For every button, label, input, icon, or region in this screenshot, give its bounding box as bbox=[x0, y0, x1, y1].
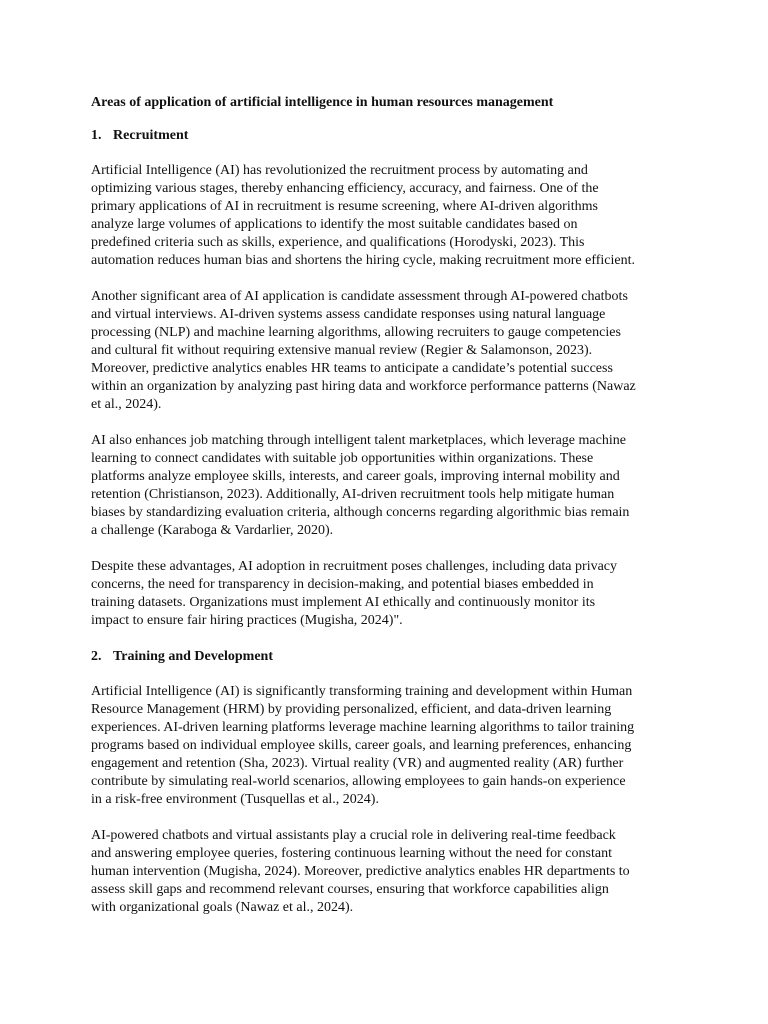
paragraph-line: assess skill gaps and recommend relevant courses, ensuring that workforce capabilities align bbox=[91, 882, 609, 897]
paragraph-line: within an organization by analyzing past hiring data and workforce performance patterns (Nawaz bbox=[91, 379, 636, 394]
paragraph-line: AI-powered chatbots and virtual assistants play a crucial role in delivering real-time feedback bbox=[91, 828, 616, 843]
paragraph bbox=[91, 683, 691, 809]
paragraph-line: platforms analyze employee skills, interests, and career goals, improving internal mobility and bbox=[91, 469, 620, 484]
paragraph-line: Moreover, predictive analytics enables HR teams to anticipate a candidate’s potential success bbox=[91, 361, 613, 376]
paragraph-line: programs based on individual employee skills, career goals, and learning preferences, enhancing bbox=[91, 738, 632, 753]
paragraph-line: optimizing various stages, thereby enhancing efficiency, accuracy, and fairness. One of the bbox=[91, 181, 599, 196]
section-number: 2. bbox=[91, 649, 102, 664]
paragraph bbox=[91, 162, 691, 270]
paragraph-line: training datasets. Organizations must implement AI ethically and continuously monitor its bbox=[91, 595, 596, 610]
paragraph-line: engagement and retention (Sha, 2023). Virtual reality (VR) and augmented reality (AR) further bbox=[91, 756, 624, 771]
paragraph-line: analyze large volumes of applications to identify the most suitable candidates based on bbox=[91, 217, 578, 232]
section-number: 1. bbox=[91, 128, 102, 143]
paragraph-line: impact to ensure fair hiring practices (Mugisha, 2024)". bbox=[91, 613, 403, 628]
paragraph bbox=[91, 432, 691, 540]
section-heading bbox=[91, 127, 691, 144]
paragraph-line: with organizational goals (Nawaz et al., 2024). bbox=[91, 900, 354, 915]
document-body bbox=[91, 127, 691, 917]
paragraph-line: retention (Christianson, 2023). Additionally, AI-driven recruitment tools help mitigate human bbox=[91, 487, 615, 502]
paragraph-line: in a risk-free environment (Tusquellas et al., 2024). bbox=[91, 792, 379, 807]
paragraph-line: et al., 2024). bbox=[91, 397, 162, 412]
paragraph-line: Another significant area of AI application is candidate assessment through AI-powered chatbots bbox=[91, 289, 628, 304]
paragraph-line: primary applications of AI in recruitment is resume screening, where AI-driven algorithms bbox=[91, 199, 598, 214]
paragraph-line: and virtual interviews. AI-driven systems assess candidate responses using natural language bbox=[91, 307, 606, 322]
paragraph-line: learning to connect candidates with suitable job opportunities within organizations. These bbox=[91, 451, 594, 466]
paragraph bbox=[91, 827, 691, 917]
paragraph-line: Despite these advantages, AI adoption in recruitment poses challenges, including data privacy bbox=[91, 559, 618, 574]
paragraph-line: predefined criteria such as skills, experience, and qualifications (Horodyski, 2023). This bbox=[91, 235, 585, 250]
paragraph-line: Resource Management (HRM) by providing personalized, efficient, and data-driven learning bbox=[91, 702, 612, 717]
paragraph-line: contribute by simulating real-world scenarios, allowing employees to gain hands-on experience bbox=[91, 774, 626, 789]
paragraph bbox=[91, 558, 691, 630]
paragraph-line: processing (NLP) and machine learning algorithms, allowing recruiters to gauge competencies bbox=[91, 325, 621, 340]
section-heading bbox=[91, 648, 691, 665]
paragraph-line: automation reduces human bias and shortens the hiring cycle, making recruitment more efficient. bbox=[91, 253, 636, 268]
paragraph-line: Artificial Intelligence (AI) is significantly transforming training and development within Human bbox=[91, 684, 633, 699]
paragraph-line: human intervention (Mugisha, 2024). Moreover, predictive analytics enables HR departments to bbox=[91, 864, 630, 879]
paragraph-line: a challenge (Karaboga & Vardarlier, 2020). bbox=[91, 523, 334, 538]
paragraph-line: Artificial Intelligence (AI) has revolutionized the recruitment process by automating and bbox=[91, 163, 588, 178]
section-heading-text: Recruitment bbox=[113, 128, 189, 143]
paragraph-line: and cultural fit without requiring extensive manual review (Regier & Salamonson, 2023). bbox=[91, 343, 593, 358]
document-title: Areas of application of artificial intelligence in human resources management bbox=[91, 95, 554, 110]
paragraph-line: experiences. AI-driven learning platforms leverage machine learning algorithms to tailor training bbox=[91, 720, 635, 735]
paragraph-line: and answering employee queries, fostering continuous learning without the need for constant bbox=[91, 846, 612, 861]
paragraph-line: biases by standardizing evaluation criteria, although concerns regarding algorithmic bias remain bbox=[91, 505, 630, 520]
paragraph-line: AI also enhances job matching through intelligent talent marketplaces, which leverage machine bbox=[91, 433, 626, 448]
document-page bbox=[91, 94, 691, 935]
paragraph bbox=[91, 288, 691, 414]
paragraph-line: concerns, the need for transparency in decision-making, and potential biases embedded in bbox=[91, 577, 594, 592]
section-heading-text: Training and Development bbox=[113, 649, 273, 664]
